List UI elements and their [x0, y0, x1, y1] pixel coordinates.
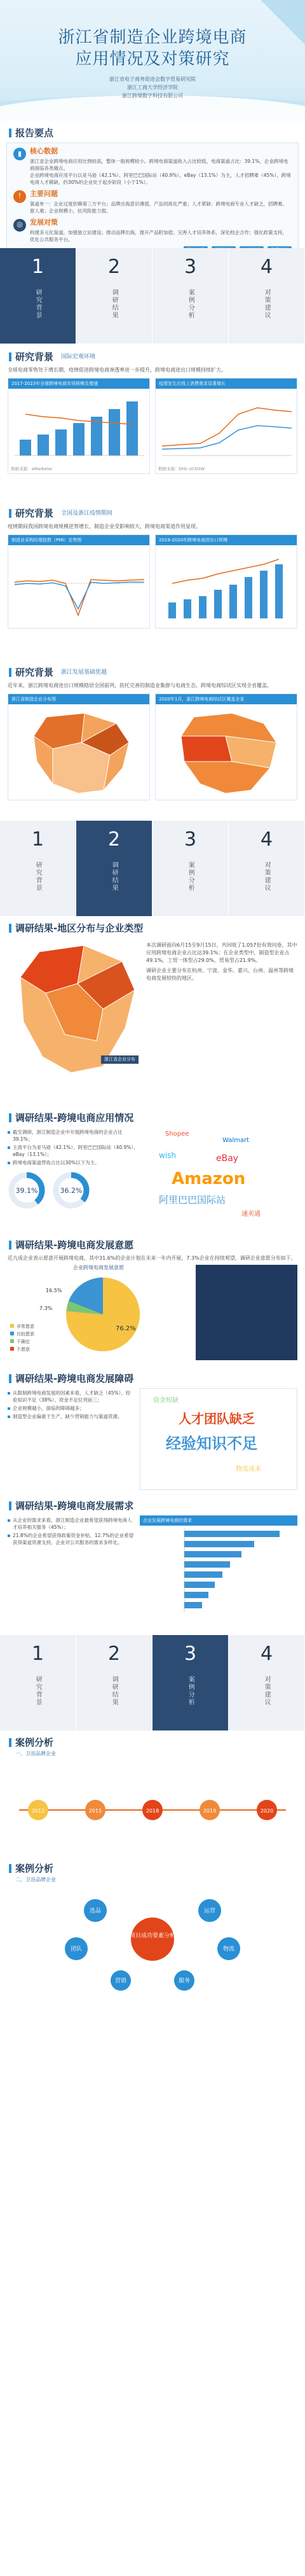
result-bullet: 截至调研，浙江制造企业中开展跨境电商的企业占比39.1%； [8, 1129, 141, 1143]
report-authors: 浙江省电子商务促进会数字贸易研究院 浙江工商大学经济学院 浙江跨境数字科技有限公司 [109, 76, 196, 99]
section-paragraph: 近九成企业表示愿意开展跨境电商，其中31.6%的企业计划在未来一年内开展，7.3%企业在持续观望，调研企业意愿分布如下。 [8, 1255, 296, 1261]
summary-item-title: 核心数据 [30, 147, 58, 155]
result-bullet: 制造型企业偏重于生产，缺少营销能力与渠道资源。 [8, 1413, 135, 1420]
summary-item-title: 主要问题 [30, 189, 58, 198]
result-bullet: 跨境电商渠道营收占比以30%以下为主。 [8, 1159, 141, 1166]
timeline-year: 2015 [88, 1807, 102, 1814]
factor-label: 营销 [114, 1977, 127, 1984]
watermark-panel [196, 1265, 297, 1360]
result-bullet: 21.8%的企业希望获得政策资金补贴、12.7%的企业希望获得渠道资源支持，企业对公共服务的需求多样化。 [8, 1532, 135, 1546]
chart-bar [199, 596, 207, 618]
chart-bar [229, 585, 237, 618]
center-node [131, 1918, 174, 1961]
chart-title: 2017-2023年全球跨境电商市场规模及增速 [8, 379, 149, 389]
willingness-pie-chart [8, 1273, 173, 1356]
section-heading: 调研结果-跨境电商发展意愿 [0, 1238, 305, 1252]
chapter-nav [0, 1635, 305, 1730]
word-cloud-item: 物流成本 [236, 1466, 261, 1473]
summary-item-text: 浙江省企业跨境电商应用比例较高，整体一般规模较小。跨境电商渠道收入占比较低，电商渠道占比：39.1%，企业跨境电商面临各类痛点。 [30, 158, 288, 171]
chapter-step-2[interactable]: 2 调研结果 [76, 821, 152, 916]
chart-panel [155, 378, 297, 474]
pmi-line [15, 580, 144, 615]
chart-panel [155, 534, 297, 629]
chapter-step-4[interactable]: 4 对策建议 [229, 1635, 305, 1730]
chapter-step-2[interactable]: 2 调研结果 [76, 248, 152, 344]
chart-bar [55, 429, 67, 456]
section-heading: 报告要点 [0, 126, 305, 140]
result-paragraph: 调研企业主要分布在杭州、宁波、金华、嘉兴、台州、温州等跨境电商发展较快的地区。 [146, 968, 294, 981]
summary-item-title: 发展对策 [30, 218, 58, 226]
map-title: 浙江省制造企业分布图 [8, 694, 149, 704]
chapter-step-1[interactable]: 1 研究背景 [0, 1635, 76, 1730]
chart-bar [184, 599, 191, 618]
chart-icon: ▮ [13, 148, 26, 160]
result-bullet: 从企业的需求来看，浙江制造企业最希望获得跨境电商人才培养相关服务（45%）； [8, 1517, 135, 1531]
case-subtitle: 二、卫浴品牌企业 [15, 1877, 56, 1883]
summary-item-text: 企业跨境电商应用平台以亚马逊（42.1%）、阿里巴巴国际站（40.9%）、eBay（13.1%）为主，人才招聘难（45%），跨境电商人才稀缺，约30%的企业处于起步阶段（小于1%）。 [30, 172, 291, 185]
map-panel [155, 693, 297, 800]
bar-line-chart [8, 389, 149, 465]
platform-logo: wish [159, 1151, 177, 1160]
report-cover [0, 0, 305, 121]
platform-logo: Amazon [172, 1169, 246, 1188]
section-paragraph: 全球电商零售处于增长期，疫情促进跨境电商渗透率进一步提升，跨境电商进出口规模持续扩大。 [8, 367, 226, 373]
result-paragraph: 本次调研面向6月15至9月15日，共回收了1,057份有效问卷，其中应用跨境电商企业占比达39.1%；在企业类型中，制造型企业占49.1%，工贸一体型占29.0%，贸易型占21.9%。 [146, 942, 297, 963]
timeline-year: 2019 [203, 1807, 217, 1814]
donut-label: 39.1% [15, 1187, 38, 1195]
map-title: 2020年1月，浙江跨境电商综试区覆盖全省 [156, 694, 297, 704]
report-title: 浙江省制造企业跨境电商 应用情况及对策研究 [58, 28, 247, 69]
platform-logo: Walmart [222, 1137, 250, 1144]
data-source: 数据来源：DHL UCDSW [158, 466, 205, 471]
result-bullet: 主流平台为亚马逊（42.1%）、阿里巴巴国际站（40.9%）、eBay（13.1%）； [8, 1144, 141, 1158]
factor-label: 服务 [178, 1977, 191, 1984]
chart-bar [184, 1541, 254, 1547]
chart-bar [184, 1602, 202, 1608]
timeline-year: 2020 [260, 1807, 274, 1814]
chart-bar [275, 564, 283, 618]
result-bullet: 企业规模越小，面临的障碍越多； [8, 1405, 135, 1412]
section-heading: 调研结果-地区分布与企业类型 [0, 921, 305, 935]
platform-logo: 阿里巴巴国际站 [159, 1194, 226, 1206]
factor-label: 团队 [70, 1946, 83, 1953]
word-cloud-item: 人才团队缺乏 [179, 1411, 255, 1426]
chapter-step-2[interactable]: 2 调研结果 [76, 1635, 152, 1730]
word-cloud-item: 经验知识不足 [166, 1435, 257, 1452]
chapter-step-4[interactable]: 4 对策建议 [229, 821, 305, 916]
section-paragraph: 疫情期间我国跨境电商规模逆势增长，制造企业受影响较大，跨境电商渠道作用显现。 [8, 524, 201, 529]
data-source: 数据来源：eMarketer [11, 466, 53, 471]
chapter-step-3[interactable]: 3 案例分析 [152, 248, 229, 344]
case-timeline [0, 1759, 305, 1855]
chart-bar [168, 602, 176, 618]
results-willingness [0, 1234, 305, 1368]
chart-title: 企业跨境电商发展意愿 [73, 1265, 124, 1271]
platform-logo-cloud [146, 1127, 297, 1229]
chart-bar [184, 1531, 280, 1537]
chapter-step-1[interactable]: 1 研究背景 [0, 821, 76, 916]
result-bullet: 从限制跨境电商发展的因素来看，人才缺乏（45%）、经验知识不足（38%）、资金不足位列前三； [8, 1389, 135, 1403]
chart-panel [8, 534, 150, 629]
donut-chart [8, 1171, 46, 1209]
line-chart [156, 389, 297, 465]
legend-swatch [10, 1347, 14, 1351]
factor-label: 运营 [203, 1907, 216, 1914]
chart-bar [260, 571, 268, 618]
chart-title: 企业发展跨境电商的需求 [140, 1515, 297, 1526]
background-international [0, 344, 305, 503]
legend-label: 不确定 [17, 1339, 30, 1344]
pie-label: 7.3% [39, 1305, 53, 1311]
summary-item-text: 构建多元化渠道，加强独立站建设；推动品牌出海，提升产品附加值；完善人才培养体系，深化校企合作；强化政策支持，优化公共服务平台。 [30, 229, 287, 242]
section-heading: 研究背景 浙江发展基础优越 [0, 665, 305, 679]
chart-bar [184, 1551, 241, 1557]
coverage-map [156, 704, 297, 800]
section-heading: 研究背景 国际宏观环境 [0, 350, 305, 364]
pie-label: 76.2% [116, 1325, 136, 1332]
willingness-chart-panel [8, 1265, 189, 1360]
platform-logo: eBay [216, 1153, 239, 1164]
center-label: 项目成功要素分析 [129, 1932, 176, 1939]
chapter-step-3[interactable]: 3 案例分析 [152, 821, 229, 916]
section-heading: 调研结果-跨境电商发展需求 [0, 1499, 305, 1513]
pmi-line [15, 582, 144, 609]
summary-problems [13, 190, 292, 214]
map-legend-tag: 浙江省企业分布 [101, 1055, 139, 1064]
case-study-1 [0, 1730, 305, 1858]
distribution-map-box [8, 939, 141, 1082]
success-factor-diagram [0, 1885, 305, 1993]
chart-title: 2019-2020年跨境电商进出口规模 [156, 535, 297, 545]
section-heading: 调研结果-跨境电商发展障碍 [0, 1372, 305, 1386]
summary-box [6, 143, 299, 260]
timeline-year: 2012 [31, 1807, 45, 1814]
target-icon: ◎ [13, 219, 26, 232]
chart-bar [37, 435, 49, 456]
chart-bar [245, 577, 252, 618]
chapter-nav [0, 821, 305, 916]
obstacle-word-cloud [140, 1388, 297, 1490]
chart-bar [214, 590, 222, 618]
results-needs [0, 1495, 305, 1635]
factor-label: 物流 [222, 1946, 235, 1953]
section-heading: 案例分析 [0, 1736, 305, 1750]
map-panel [8, 693, 150, 800]
section-heading: 研究背景 全国及浙江疫情期间 [0, 506, 305, 520]
chart-bar [20, 440, 31, 456]
timeline-year: 2018 [146, 1807, 159, 1814]
case-subtitle: 一、卫浴品牌企业 [15, 1751, 56, 1757]
chart-bar [73, 423, 85, 456]
summary-item-text: 渠道单一：企业过度依赖第三方平台；品牌出海意识薄弱，产品同质化严重；人才紧缺：跨境电商专业人才缺乏，招聘难、留人难；企业规模小，抗风险能力弱。 [30, 200, 287, 214]
chart-bar [109, 409, 120, 456]
word-cloud-item: 资金短缺 [153, 1397, 179, 1404]
chart-bar [184, 1592, 208, 1598]
case-study-2 [0, 1858, 305, 1993]
trend-line [162, 426, 292, 449]
background-pandemic [0, 503, 305, 662]
platform-logo: Shopee [165, 1131, 189, 1138]
pie-label: 16.5% [46, 1287, 62, 1293]
chart-title: 制造业采购经理指数（PMI）走势图 [8, 535, 149, 545]
donut-chart [52, 1171, 90, 1209]
platform-logo: 速卖通 [241, 1211, 261, 1218]
results-obstacles [0, 1368, 305, 1495]
legend-label: 比较愿意 [17, 1331, 34, 1337]
needs-bar-chart [140, 1526, 292, 1621]
chapter-step-3[interactable]: 3 案例分析 [152, 1635, 229, 1730]
alert-icon: ! [13, 190, 26, 203]
donut-label: 36.2% [60, 1187, 83, 1195]
results-application [0, 1107, 305, 1234]
chart-bar [126, 401, 138, 456]
growth-chart [156, 545, 297, 628]
background-zhejiang [0, 662, 305, 821]
legend-swatch [10, 1324, 14, 1328]
results-distribution [0, 916, 305, 1107]
chapter-step-4[interactable]: 4 对策建议 [229, 248, 305, 344]
chapter-nav [0, 248, 305, 344]
legend-label: 不愿意 [17, 1346, 30, 1352]
chapter-step-1[interactable]: 1 研究背景 [0, 248, 76, 344]
chart-title: 疫情发生后线上消费需求显著增长 [156, 379, 297, 389]
summary-section [0, 121, 305, 248]
legend-label: 非常愿意 [17, 1323, 34, 1329]
summary-core-data [13, 147, 292, 186]
chart-bar [184, 1561, 230, 1568]
map-region [181, 736, 232, 762]
pmi-chart [8, 545, 149, 628]
chart-panel [8, 378, 150, 474]
chart-bar [184, 1582, 215, 1588]
province-map [8, 704, 149, 800]
section-heading: 调研结果-跨境电商应用情况 [0, 1111, 305, 1125]
section-heading: 案例分析 [0, 1862, 305, 1876]
legend-swatch [10, 1332, 14, 1335]
needs-chart-panel [140, 1515, 297, 1624]
section-paragraph: 近年来，浙江跨境电商进出口规模稳居全国前列，依托完善的制造业集群与电商生态，跨境电商综试区实现全省覆盖。 [8, 683, 272, 688]
chart-bar [184, 1571, 222, 1578]
legend-swatch [10, 1339, 14, 1343]
factor-label: 选品 [89, 1907, 102, 1914]
